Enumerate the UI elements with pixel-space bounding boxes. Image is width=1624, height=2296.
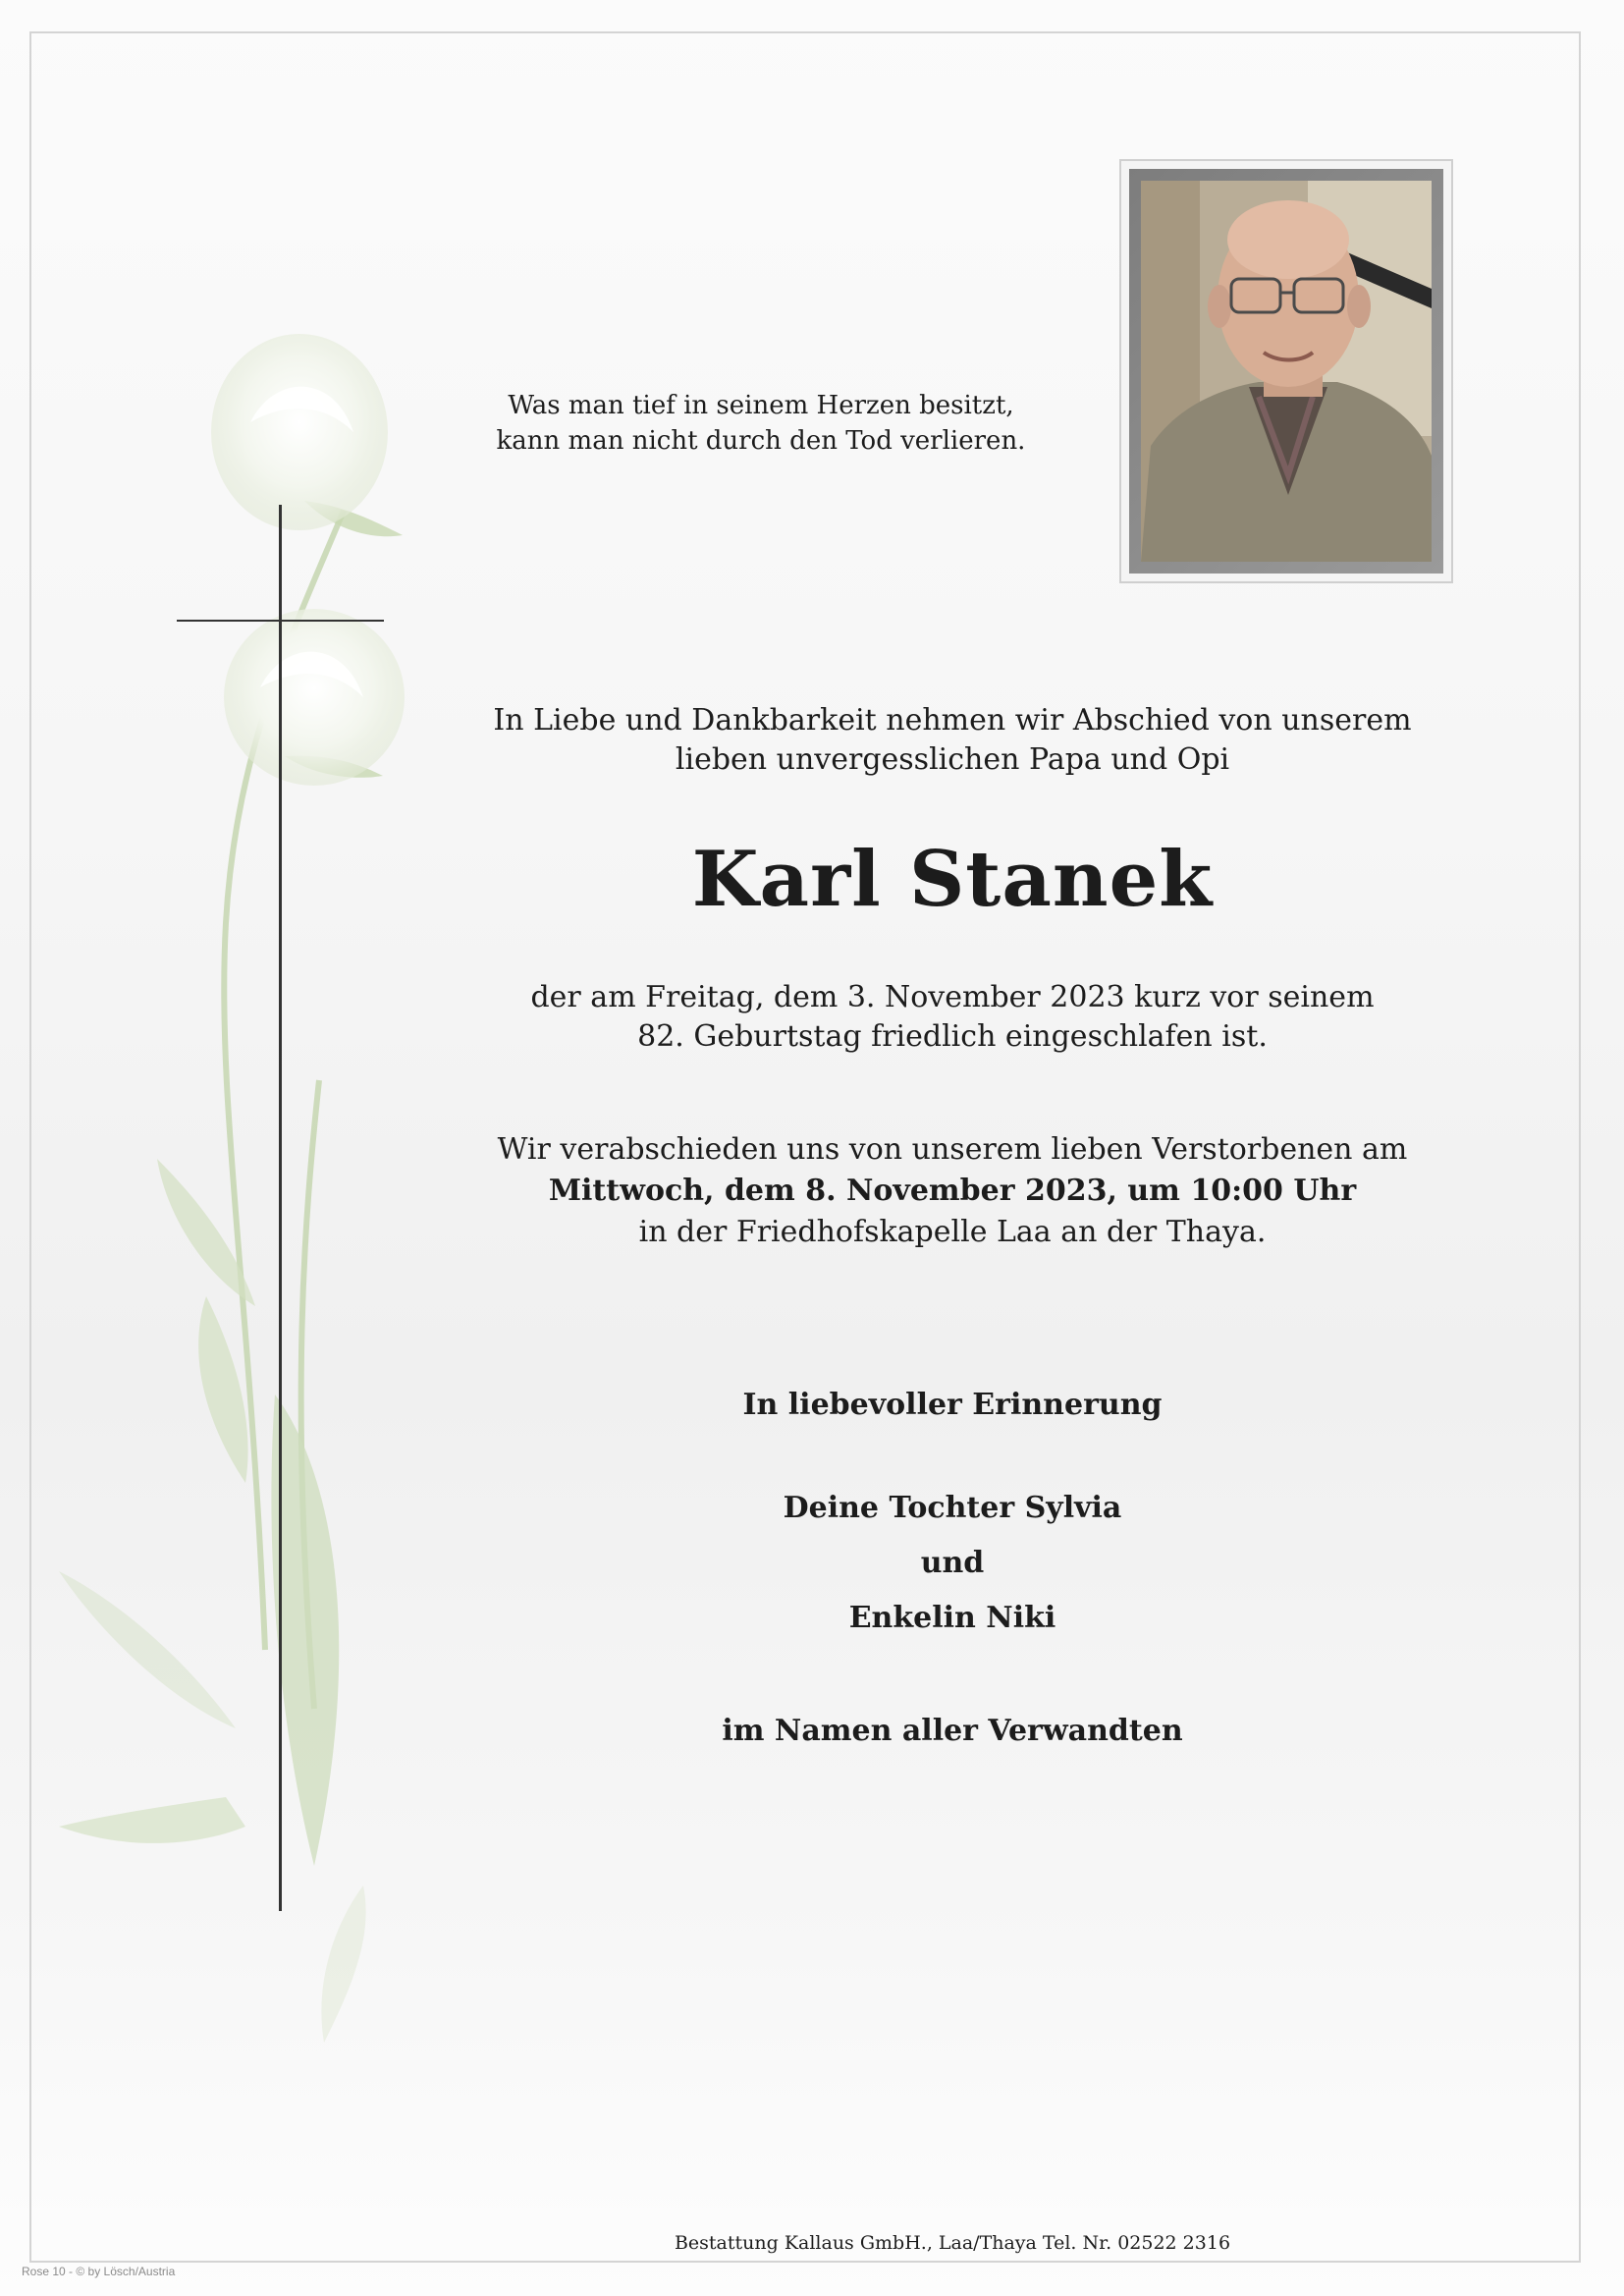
white-rose-illustration [39, 334, 491, 2062]
death-line-2: 82. Geburtstag friedlich eingeschlafen ist. [637, 1019, 1268, 1054]
quote [452, 388, 1070, 459]
portrait-mat [1129, 169, 1443, 574]
service-line-1: Wir verabschieden uns von unserem lieben Verstorbenen am [497, 1132, 1408, 1167]
service-location: in der Friedhofskapelle Laa an der Thaya. [638, 1215, 1267, 1249]
deceased-name: Karl Stanek [691, 835, 1214, 924]
portrait-photo [1141, 181, 1432, 562]
quote-line-1: Was man tief in seinem Herzen besitzt, [508, 391, 1014, 420]
on-behalf-of-relatives: im Namen aller Verwandten [722, 1714, 1183, 1748]
copyright-note: Rose 10 - © by Lösch/Austria [22, 2265, 176, 2278]
intro-line-1: In Liebe und Dankbarkeit nehmen wir Abschied von unserem [493, 703, 1412, 738]
cross-icon-bar [177, 620, 384, 622]
memory-heading: In liebevoller Erinnerung [742, 1388, 1163, 1422]
funeral-home-footer: Bestattung Kallaus GmbH., Laa/Thaya Tel. Nr. 02522 2316 [674, 2232, 1231, 2254]
cross-icon [279, 505, 282, 1911]
service-date-time: Mittwoch, dem 8. November 2023, um 10:00 Uhr [548, 1174, 1357, 1208]
quote-line-2: kann man nicht durch den Tod verlieren. [496, 426, 1026, 456]
family-granddaughter: Enkelin Niki [848, 1601, 1056, 1635]
death-notice [491, 978, 1414, 1057]
farewell-intro [491, 701, 1414, 780]
death-line-1: der am Freitag, dem 3. November 2023 kurz vor seinem [530, 980, 1375, 1014]
portrait-frame [1119, 159, 1453, 583]
family-daughter: Deine Tochter Sylvia [783, 1491, 1122, 1525]
family-signatures [491, 1481, 1414, 1646]
intro-line-2: lieben unvergesslichen Papa und Opi [675, 742, 1230, 777]
funeral-service [491, 1129, 1414, 1253]
family-conjunction: und [920, 1546, 985, 1580]
